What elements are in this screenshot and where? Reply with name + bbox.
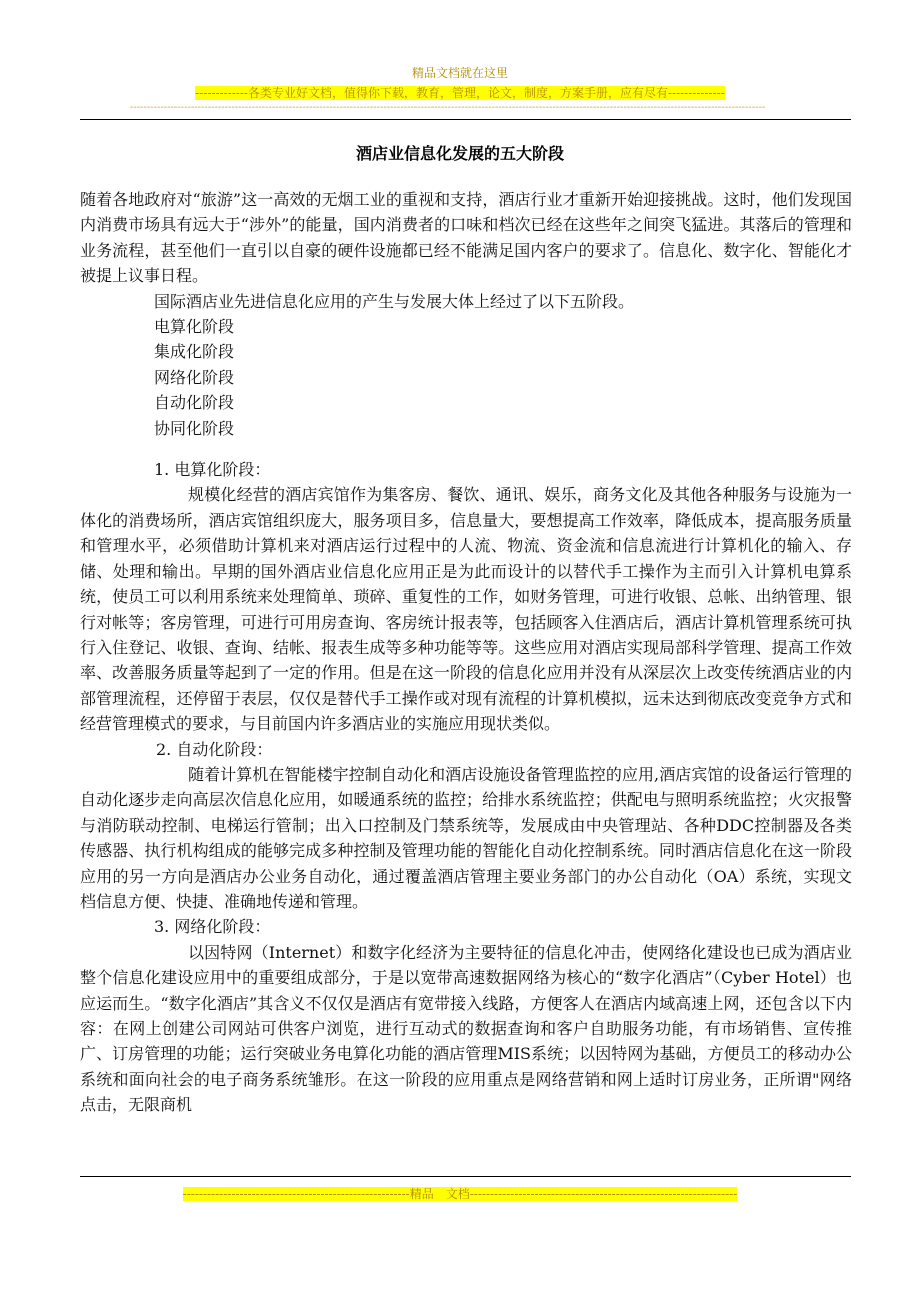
intro-paragraph: 随着各地政府对“旅游”这一高效的无烟工业的重视和支持，酒店行业才重新开始迎接挑战。这时，他们发现国内消费市场具有远大于“涉外”的能量，国内消费者的口味和档次已经在这些年之间突飞猛进。其落后的管理和业务流程，甚至他们一直引以自豪的硬件设施都已经不能满足国内客户的要求了。信息化、数字化、智能化才被提上议事日程。 [80,190,852,286]
stage-item: 协同化阶段 [154,418,235,438]
stage-item: 网络化阶段 [154,367,235,387]
header-dash-line: -------------------------------------------------------------------------------------------------------------------------------------------------------------------------------------------- [130,102,766,113]
header-rule [80,119,851,120]
stage-item: 自动化阶段 [154,393,235,413]
header-banner-text: -------------各类专业好文档，值得你下载，教育，管理，论文，制度，方案手册，应有尽有-------------- [195,86,725,100]
header-top-line: 精品文档就在这里 [411,66,508,80]
footer-rule [80,1176,851,1177]
section-text: 随着计算机在智能楼宇控制自动化和酒店设施设备管理监控的应用,酒店宾馆的设备运行管理的自动化逐步走向高层次信息化应用，如暖通系统的监控；给排水系统监控；供配电与照明系统监控；火灾报警与消防联动控制、电梯运行管制；出入口控制及门禁系统等，发展成由中央管理站、各种DDC控制器及各类传感器、执行机构组成的能够完成多种控制及管理功能的智能化自动化控制系统。同时酒店信息化在这一阶段应用的另一方向是酒店办公业务自动化，通过覆盖酒店管理主要业务部门的办公自动化（OA）系统，实现文档信息方便、快捷、准确地传递和管理。 [80,764,852,911]
stage-item: 集成化阶段 [154,342,235,362]
header-banner [0,85,920,101]
section-text: 规模化经营的酒店宾馆作为集客房、餐饮、通讯、娱乐，商务文化及其他各种服务与设施为一体化的消费场所，酒店宾馆组织庞大，服务项目多，信息量大，要想提高工作效率，降低成本，提高服务质量和管理水平，必须借助计算机来对酒店运行过程中的人流、物流、资金流和信息流进行计算机化的输入、存储、处理和输出。早期的国外酒店业信息化应用正是为此而设计的以替代手工操作为主而引入计算机电算系统，使员工可以利用系统来处理简单、琐碎、重复性的工作，如财务管理，可进行收银、总帐、出纳管理、银行对帐等；客房管理，可进行可用房查询、客房统计报表等，包括顾客入住酒店后，酒店计算机管理系统可执行入住登记、收银、查询、结帐、报表生成等多种功能等等。这些应用对酒店实现局部科学管理、提高工作效率、改善服务质量等起到了一定的作用。但是在这一阶段的信息化应用并没有从深层次上改变传统酒店业的内部管理流程，还停留于表层，仅仅是替代手工操作或对现有流程的计算机模拟，远未达到彻底改变竞争方式和经营管理模式的要求，与目前国内许多酒店业的实施应用现状类似。 [80,485,852,734]
footer-text: --------------------------------------------------------精品 文档------------------------------------------------------------------ [182,1187,738,1201]
spacer [80,441,852,457]
section-text: 以因特网（Internet）和数字化经济为主要特征的信息化冲击，使网络化建设也已成为酒店业整个信息化建设应用中的重要组成部分，于是以宽带高速数据网络为核心的“数字化酒店”（Cyber Hotel）也应运而生。“数字化酒店”其含义不仅仅是酒店有宽带接入线路，方便客人在酒店内域高速上网，还包含以下内容：在网上创建公司网站可供客户浏览，进行互动式的数据查询和客户自助服务功能，有市场销售、宣传推广、订房管理的功能；运行突破业务电算化功能的酒店管理MIS系统；以因特网为基础，方便员工的移动办公系统和面向社会的电子商务系统雏形。在这一阶段的应用重点是网络营销和网上适时订房业务，正所谓"网络点击，无限商机 [80,942,852,1115]
section-heading: 3. 网络化阶段： [154,917,271,937]
footer [0,1186,920,1202]
stage-item: 电算化阶段 [154,317,235,337]
document-title: 酒店业信息化发展的五大阶段 [355,144,564,163]
document-body [80,187,852,1118]
section-heading: 2. 自动化阶段： [156,739,273,759]
section-heading: 1. 电算化阶段： [154,460,271,480]
stages-intro: 国际酒店业先进信息化应用的产生与发展大体上经过了以下五阶段。 [154,291,635,311]
